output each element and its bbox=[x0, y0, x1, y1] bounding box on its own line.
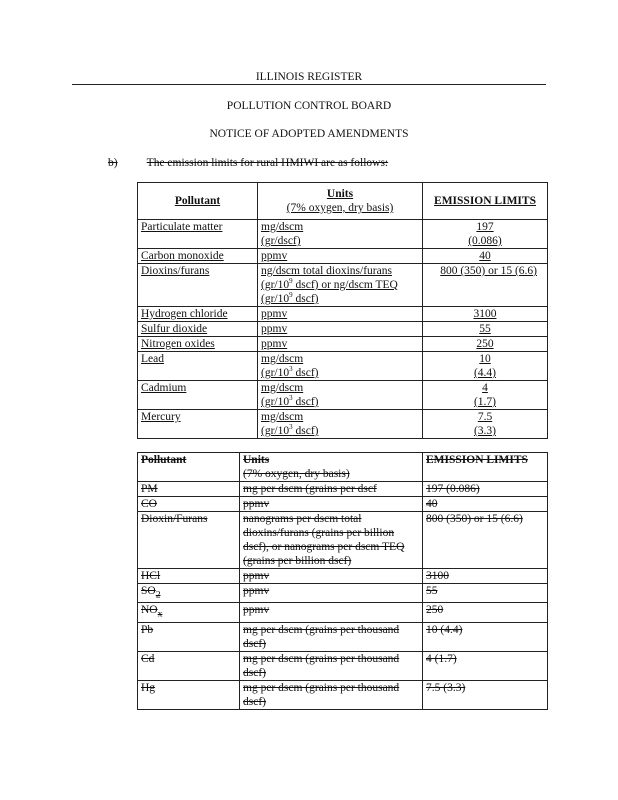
table-row bbox=[138, 352, 548, 381]
header-limits: EMISSION LIMITS bbox=[423, 183, 548, 220]
limit-cell: 197 (0.086) bbox=[423, 482, 548, 497]
pollutant-cell: Pb bbox=[138, 622, 240, 651]
units-line: mg/dscm bbox=[261, 411, 304, 423]
limit-value-alt: (0.086) bbox=[468, 235, 502, 247]
pollutant-symbol: NO bbox=[141, 604, 158, 617]
units-cell: ppmv bbox=[240, 497, 423, 512]
header-units-sub: (7% oxygen, dry basis) bbox=[243, 468, 350, 480]
limit-cell: 40 bbox=[423, 497, 548, 512]
pollutant-cell: Carbon monoxide bbox=[138, 249, 258, 264]
header-units-sub: (7% oxygen, dry basis) bbox=[286, 202, 394, 214]
pollutant-cell: PM bbox=[138, 482, 240, 497]
units-cell: ppmv bbox=[258, 249, 423, 264]
units-cell bbox=[258, 352, 423, 381]
pollutant-cell: Lead bbox=[138, 352, 258, 381]
table-row bbox=[138, 569, 548, 584]
exponent: 9 bbox=[289, 291, 293, 300]
repealed-emission-limits-table bbox=[137, 452, 548, 710]
table-row bbox=[138, 512, 548, 569]
pollutant-cell: Dioxin/Furans bbox=[138, 512, 240, 569]
units-cell bbox=[258, 410, 423, 439]
limit-cell: 10 (4.4) bbox=[423, 622, 548, 651]
subscript: 2 bbox=[155, 589, 161, 601]
limit-cell bbox=[423, 410, 548, 439]
table-row bbox=[138, 622, 548, 651]
units-cell: mg per dscm (grains per dscf bbox=[240, 482, 423, 497]
units-cell: ppmv bbox=[258, 322, 423, 337]
units-line-cont: dscf) bbox=[292, 367, 319, 379]
units-cell: mg per dscm (grains per thousand dscf) bbox=[240, 651, 423, 680]
table-row bbox=[138, 603, 548, 622]
limit-cell: 800 (350) or 15 (6.6) bbox=[423, 512, 548, 569]
limit-value-alt: (4.4) bbox=[473, 367, 497, 379]
register-title: ILLINOIS REGISTER bbox=[255, 71, 363, 83]
limit-cell: 55 bbox=[423, 322, 548, 337]
units-cell: ppmv bbox=[240, 603, 423, 622]
limit-cell: 55 bbox=[423, 584, 548, 603]
pollutant-cell: Hg bbox=[138, 680, 240, 709]
units-cell: mg per dscm (grains per thousand dscf) bbox=[240, 622, 423, 651]
units-cell: ppmv bbox=[258, 307, 423, 322]
units-cell bbox=[258, 381, 423, 410]
units-line-cont: dscf) bbox=[292, 293, 319, 305]
table-row bbox=[138, 482, 548, 497]
pollutant-cell: Sulfur dioxide bbox=[138, 322, 258, 337]
units-line: (gr/10 bbox=[261, 425, 290, 437]
notice-title: NOTICE OF ADOPTED AMENDMENTS bbox=[209, 128, 409, 140]
units-cell bbox=[258, 220, 423, 249]
subscript: x bbox=[157, 608, 163, 620]
exponent: 3 bbox=[289, 423, 293, 432]
pollutant-cell bbox=[138, 584, 240, 603]
table-row bbox=[138, 264, 548, 307]
exponent: 9 bbox=[289, 277, 293, 286]
limit-value: 7.5 bbox=[477, 411, 493, 423]
table-row bbox=[138, 497, 548, 512]
board-title: POLLUTION CONTROL BOARD bbox=[226, 100, 392, 112]
header-pollutant: Pollutant bbox=[138, 453, 240, 482]
units-line: (gr/10 bbox=[261, 396, 290, 408]
exponent: 3 bbox=[289, 365, 293, 374]
limit-cell: 3100 bbox=[423, 569, 548, 584]
limit-value-alt: (1.7) bbox=[473, 396, 497, 408]
units-cell bbox=[258, 264, 423, 307]
header-units bbox=[258, 183, 423, 220]
table-row bbox=[138, 249, 548, 264]
limit-cell bbox=[423, 220, 548, 249]
table-row bbox=[138, 381, 548, 410]
limit-cell bbox=[423, 381, 548, 410]
pollutant-cell bbox=[138, 603, 240, 622]
pollutant-cell: HCl bbox=[138, 569, 240, 584]
table-row bbox=[138, 322, 548, 337]
units-line: (gr/10 bbox=[261, 293, 290, 305]
pollutant-cell: Nitrogen oxides bbox=[138, 337, 258, 352]
exponent: 3 bbox=[289, 394, 293, 403]
pollutant-cell: Mercury bbox=[138, 410, 258, 439]
pollutant-cell: CO bbox=[138, 497, 240, 512]
pollutant-symbol: SO bbox=[141, 585, 156, 597]
pollutant-cell: Cadmium bbox=[138, 381, 258, 410]
units-cell: ppmv bbox=[258, 337, 423, 352]
table-row bbox=[138, 410, 548, 439]
limit-cell: 40 bbox=[423, 249, 548, 264]
table-row bbox=[138, 680, 548, 709]
units-line: mg/dscm bbox=[261, 382, 304, 394]
subsection-b bbox=[108, 157, 548, 169]
header-limits: EMISSION LIMITS bbox=[423, 453, 548, 482]
subsection-text: The emission limits for rural HMIWI are as follows: bbox=[146, 157, 389, 169]
header-pollutant: Pollutant bbox=[138, 183, 258, 220]
subsection-label: b) bbox=[108, 157, 118, 169]
pollutant-cell: Cd bbox=[138, 651, 240, 680]
limit-cell: 4 (1.7) bbox=[423, 651, 548, 680]
header-units-label: Units bbox=[243, 454, 270, 466]
units-line-cont: dscf) or ng/dscm TEQ bbox=[292, 279, 398, 291]
units-line: ng/dscm total dioxins/furans bbox=[261, 265, 392, 277]
units-cell: mg per dscm (grains per thousand dscf) bbox=[240, 680, 423, 709]
units-line: (gr/10 bbox=[261, 367, 290, 379]
limit-cell: 800 (350) or 15 (6.6) bbox=[423, 264, 548, 307]
limit-cell: 3100 bbox=[423, 307, 548, 322]
pollutant-cell: Dioxins/furans bbox=[138, 264, 258, 307]
limit-value: 197 bbox=[476, 221, 494, 233]
pollutant-cell: Particulate matter bbox=[138, 220, 258, 249]
limit-value: 4 bbox=[482, 382, 488, 394]
header-rule bbox=[72, 84, 546, 85]
table-row bbox=[138, 584, 548, 603]
table-row bbox=[138, 307, 548, 322]
limit-cell: 250 bbox=[423, 603, 548, 622]
table-header-row bbox=[138, 453, 548, 482]
table-row bbox=[138, 337, 548, 352]
units-cell: ppmv bbox=[240, 584, 423, 603]
units-line: (gr/dscf) bbox=[261, 235, 301, 247]
table-header-row bbox=[138, 183, 548, 220]
limit-cell bbox=[423, 352, 548, 381]
units-line: (gr/10 bbox=[261, 279, 290, 291]
pollutant-cell: Hydrogen chloride bbox=[138, 307, 258, 322]
header-units-label: Units bbox=[326, 188, 354, 200]
units-line: mg/dscm bbox=[261, 221, 304, 233]
units-line: mg/dscm bbox=[261, 353, 304, 365]
table-row bbox=[138, 220, 548, 249]
limit-cell: 7.5 (3.3) bbox=[423, 680, 548, 709]
limit-cell: 250 bbox=[423, 337, 548, 352]
units-cell: ppmv bbox=[240, 569, 423, 584]
limit-value-alt: (3.3) bbox=[473, 425, 497, 437]
units-line-cont: dscf) bbox=[292, 396, 319, 408]
limit-value: 10 bbox=[479, 353, 491, 365]
table-row bbox=[138, 651, 548, 680]
header-units bbox=[240, 453, 423, 482]
new-emission-limits-table bbox=[137, 182, 548, 439]
units-cell: nanograms per dscm total dioxins/furans (grains per billion dscf), or nanograms per dscm TEQ (grains per billion dscf) bbox=[240, 512, 423, 569]
units-line-cont: dscf) bbox=[292, 425, 319, 437]
